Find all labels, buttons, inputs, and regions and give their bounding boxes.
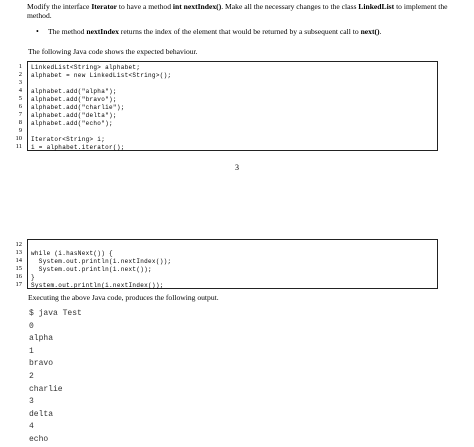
code1-line-number: 6 — [18, 103, 22, 110]
code2-line-number: 14 — [15, 257, 22, 264]
code1-code-line — [31, 80, 171, 88]
code2-code-line: System.out.println(i.next()); — [31, 266, 152, 273]
output-line: $ java Test — [29, 309, 82, 318]
line-numbers-2 — [0, 241, 22, 289]
method-signature: int nextIndex() — [172, 2, 222, 11]
code1-code-line: alphabet.add("echo"); — [31, 120, 113, 127]
line-numbers-1 — [0, 63, 22, 151]
code1-code-line: alphabet.add("delta"); — [31, 112, 117, 119]
bullet-method: nextIndex — [86, 27, 119, 36]
code-listing-2 — [27, 239, 438, 289]
code1-code-line: Iterator<String> i; — [31, 136, 106, 143]
code1-line-number: 1 — [18, 63, 22, 70]
code1-code-line: alphabet.add("alpha"); — [31, 88, 117, 95]
code1-line-number: 7 — [18, 111, 22, 118]
code1-line-number: 2 — [18, 71, 22, 78]
code1-code-line: alphabet.add("charlie"); — [31, 104, 125, 111]
lead-sentence: The following Java code shows the expected behaviour. — [28, 47, 198, 56]
code1-line-number: 5 — [18, 95, 22, 102]
code1-code-line: LinkedList<String> alphabet; — [31, 64, 141, 71]
code2-code-line — [31, 242, 171, 250]
code1-line-number: 8 — [18, 119, 22, 126]
code2-code-line: } — [31, 274, 35, 281]
output-line: 1 — [29, 346, 34, 356]
code-lines-1 — [31, 64, 171, 152]
code2-code-line: while (i.hasNext()) { — [31, 250, 113, 257]
output-line: 2 — [29, 371, 34, 381]
code2-line-number: 12 — [15, 241, 22, 248]
code-listing-1 — [27, 61, 438, 151]
output-line: 3 — [29, 397, 34, 407]
output-line: 4 — [29, 422, 34, 432]
output-line: 0 — [29, 321, 34, 331]
code2-line-number: 15 — [15, 265, 22, 272]
interface-name: Iterator — [91, 2, 118, 11]
code1-code-line: alphabet.add("bravo"); — [31, 96, 117, 103]
class-name: LinkedList — [358, 2, 395, 11]
code2-line-number: 16 — [15, 273, 22, 280]
code2-code-line: System.out.println(i.nextIndex()); — [31, 258, 172, 265]
page-number: 3 — [235, 163, 239, 172]
output-line: echo — [29, 434, 49, 444]
output-line: charlie — [29, 384, 63, 394]
bullet-item: The method nextIndex returns the index of the element that would be returned by a subsequent call to next(). — [48, 27, 382, 36]
code1-code-line — [31, 128, 171, 136]
code-lines-2 — [31, 242, 171, 290]
code1-line-number: 11 — [15, 143, 22, 150]
output-intro: Executing the above Java code, produces the following output. — [28, 293, 219, 302]
code1-code-line: alphabet = new LinkedList<String>(); — [31, 72, 172, 79]
bullet-marker: • — [36, 27, 39, 36]
code1-line-number: 10 — [15, 135, 22, 142]
intro-paragraph: Modify the interface Iterator to have a method int nextIndex(). Make all the necessary changes to the class LinkedList to implement the method. — [27, 2, 448, 20]
output-line: bravo — [29, 359, 54, 369]
code2-line-number: 17 — [15, 281, 22, 288]
program-output — [29, 308, 82, 447]
code1-line-number: 9 — [18, 127, 22, 134]
code1-code-line: i = alphabet.iterator(); — [31, 144, 125, 151]
output-line: alpha — [29, 334, 54, 344]
bullet-call: next() — [360, 27, 380, 36]
code1-line-number: 4 — [18, 87, 22, 94]
code2-code-line: System.out.println(i.nextIndex()); — [31, 282, 164, 289]
code1-line-number: 3 — [18, 79, 22, 86]
output-line: delta — [29, 409, 54, 419]
code2-line-number: 13 — [15, 249, 22, 256]
